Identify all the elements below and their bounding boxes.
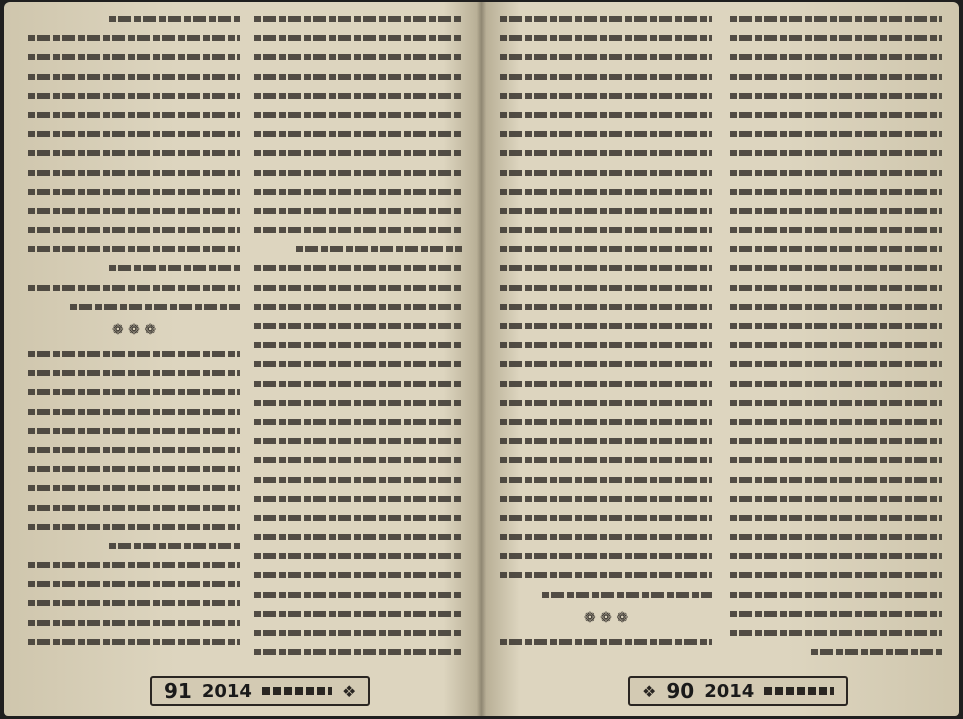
text-line [500, 438, 712, 444]
left-page-column-outer [28, 16, 240, 656]
text-line [730, 93, 942, 99]
text-line [254, 227, 462, 233]
text-line [254, 400, 462, 406]
text-line [730, 477, 942, 483]
text-line [500, 112, 712, 118]
text-line [730, 400, 942, 406]
magazine-title-mark [764, 687, 834, 695]
text-line [500, 285, 712, 291]
left-page-footer [150, 676, 370, 706]
text-line [730, 611, 942, 617]
text-line [730, 323, 942, 329]
text-line [254, 496, 462, 502]
text-line [254, 361, 462, 367]
text-line [28, 389, 240, 395]
text-line [254, 515, 462, 521]
text-line [500, 572, 712, 578]
text-line [28, 370, 240, 376]
text-line [730, 457, 942, 463]
text-line [730, 150, 942, 156]
text-line [730, 227, 942, 233]
text-line [254, 150, 462, 156]
text-line [730, 419, 942, 425]
text-line [730, 534, 942, 540]
text-line [730, 208, 942, 214]
text-line [542, 592, 712, 598]
left-page [4, 2, 482, 716]
text-line [500, 419, 712, 425]
text-line [28, 505, 240, 511]
text-line [28, 93, 240, 99]
text-line [730, 131, 942, 137]
text-line [730, 496, 942, 502]
text-line [254, 170, 462, 176]
text-line [730, 592, 942, 598]
text-line [500, 381, 712, 387]
text-line [254, 649, 462, 655]
text-line [28, 428, 240, 434]
text-line [254, 189, 462, 195]
text-line [730, 16, 942, 22]
text-line [500, 553, 712, 559]
text-line [500, 227, 712, 233]
text-line [730, 285, 942, 291]
text-line [500, 304, 712, 310]
text-line [254, 572, 462, 578]
text-line [28, 74, 240, 80]
text-line [500, 189, 712, 195]
magazine-title-mark [262, 687, 332, 695]
page-number-box [150, 676, 370, 706]
text-line [28, 639, 240, 645]
text-line [254, 630, 462, 636]
text-line [28, 581, 240, 587]
text-line [730, 265, 942, 271]
text-line [500, 639, 712, 645]
text-line [730, 246, 942, 252]
text-line [500, 131, 712, 137]
text-line [730, 170, 942, 176]
text-line [500, 400, 712, 406]
text-line [296, 246, 462, 252]
text-line [254, 54, 462, 60]
text-line [500, 93, 712, 99]
text-line [28, 208, 240, 214]
text-line [254, 131, 462, 137]
text-line [28, 447, 240, 453]
text-line [500, 534, 712, 540]
ornament-icon: ❖ [642, 681, 657, 701]
text-line [730, 381, 942, 387]
text-line [500, 54, 712, 60]
text-line [28, 150, 240, 156]
text-line [254, 477, 462, 483]
text-line [254, 438, 462, 444]
right-page [482, 2, 959, 716]
text-line [254, 553, 462, 559]
section-ornament: ❁ ❁ ❁ [111, 322, 157, 338]
text-line [254, 457, 462, 463]
text-line [254, 323, 462, 329]
text-line [730, 342, 942, 348]
text-line [500, 150, 712, 156]
text-line [500, 323, 712, 329]
text-line [730, 35, 942, 41]
text-line [28, 54, 240, 60]
ornament-icon: ❖ [341, 681, 357, 701]
text-line [500, 496, 712, 502]
text-line [254, 93, 462, 99]
text-line [730, 112, 942, 118]
text-line [254, 419, 462, 425]
text-line [70, 304, 240, 310]
text-line [254, 112, 462, 118]
text-line [254, 208, 462, 214]
text-line [109, 543, 240, 549]
text-line [28, 351, 240, 357]
page-number: 90 [666, 679, 695, 703]
text-line [730, 630, 942, 636]
section-ornament: ❁ ❁ ❁ [583, 609, 629, 626]
text-line [254, 342, 462, 348]
text-line [28, 409, 240, 415]
text-line [500, 265, 712, 271]
text-line [254, 592, 462, 598]
text-line [28, 112, 240, 118]
issue-year: 2014 [201, 680, 252, 702]
text-line [254, 304, 462, 310]
text-line [28, 131, 240, 137]
text-line [254, 285, 462, 291]
text-line [254, 74, 462, 80]
magazine-spread [4, 2, 959, 716]
text-line [500, 477, 712, 483]
text-line [730, 572, 942, 578]
left-page-column-inner [254, 16, 462, 656]
text-line [730, 553, 942, 559]
text-line [254, 534, 462, 540]
text-line [730, 361, 942, 367]
text-line [28, 600, 240, 606]
text-line [28, 189, 240, 195]
text-line [730, 304, 942, 310]
text-line [500, 515, 712, 521]
text-line [254, 611, 462, 617]
text-line [28, 524, 240, 530]
text-line [730, 54, 942, 60]
text-line [730, 438, 942, 444]
text-line [500, 361, 712, 367]
text-line [500, 246, 712, 252]
text-line [254, 381, 462, 387]
right-page-column-outer [730, 16, 942, 656]
text-line [28, 466, 240, 472]
text-line [500, 457, 712, 463]
text-line [254, 265, 462, 271]
text-line [28, 170, 240, 176]
text-line [730, 189, 942, 195]
text-line [28, 285, 240, 291]
text-line [28, 246, 240, 252]
text-line [811, 649, 942, 655]
text-line [730, 74, 942, 80]
text-line [500, 35, 712, 41]
text-line [28, 485, 240, 491]
text-line [730, 515, 942, 521]
text-line [28, 562, 240, 568]
text-line [109, 265, 240, 271]
right-page-footer [628, 676, 848, 706]
text-line [500, 208, 712, 214]
page-number: 91 [164, 679, 192, 703]
text-line [500, 16, 712, 22]
text-line [28, 35, 240, 41]
page-number-box [628, 676, 848, 706]
right-page-column-inner [500, 16, 712, 656]
text-line [254, 35, 462, 41]
text-line [28, 620, 240, 626]
text-line [254, 16, 462, 22]
text-line [500, 74, 712, 80]
text-line [500, 170, 712, 176]
text-line [109, 16, 240, 22]
text-line [28, 227, 240, 233]
text-line [500, 342, 712, 348]
issue-year: 2014 [704, 680, 755, 702]
